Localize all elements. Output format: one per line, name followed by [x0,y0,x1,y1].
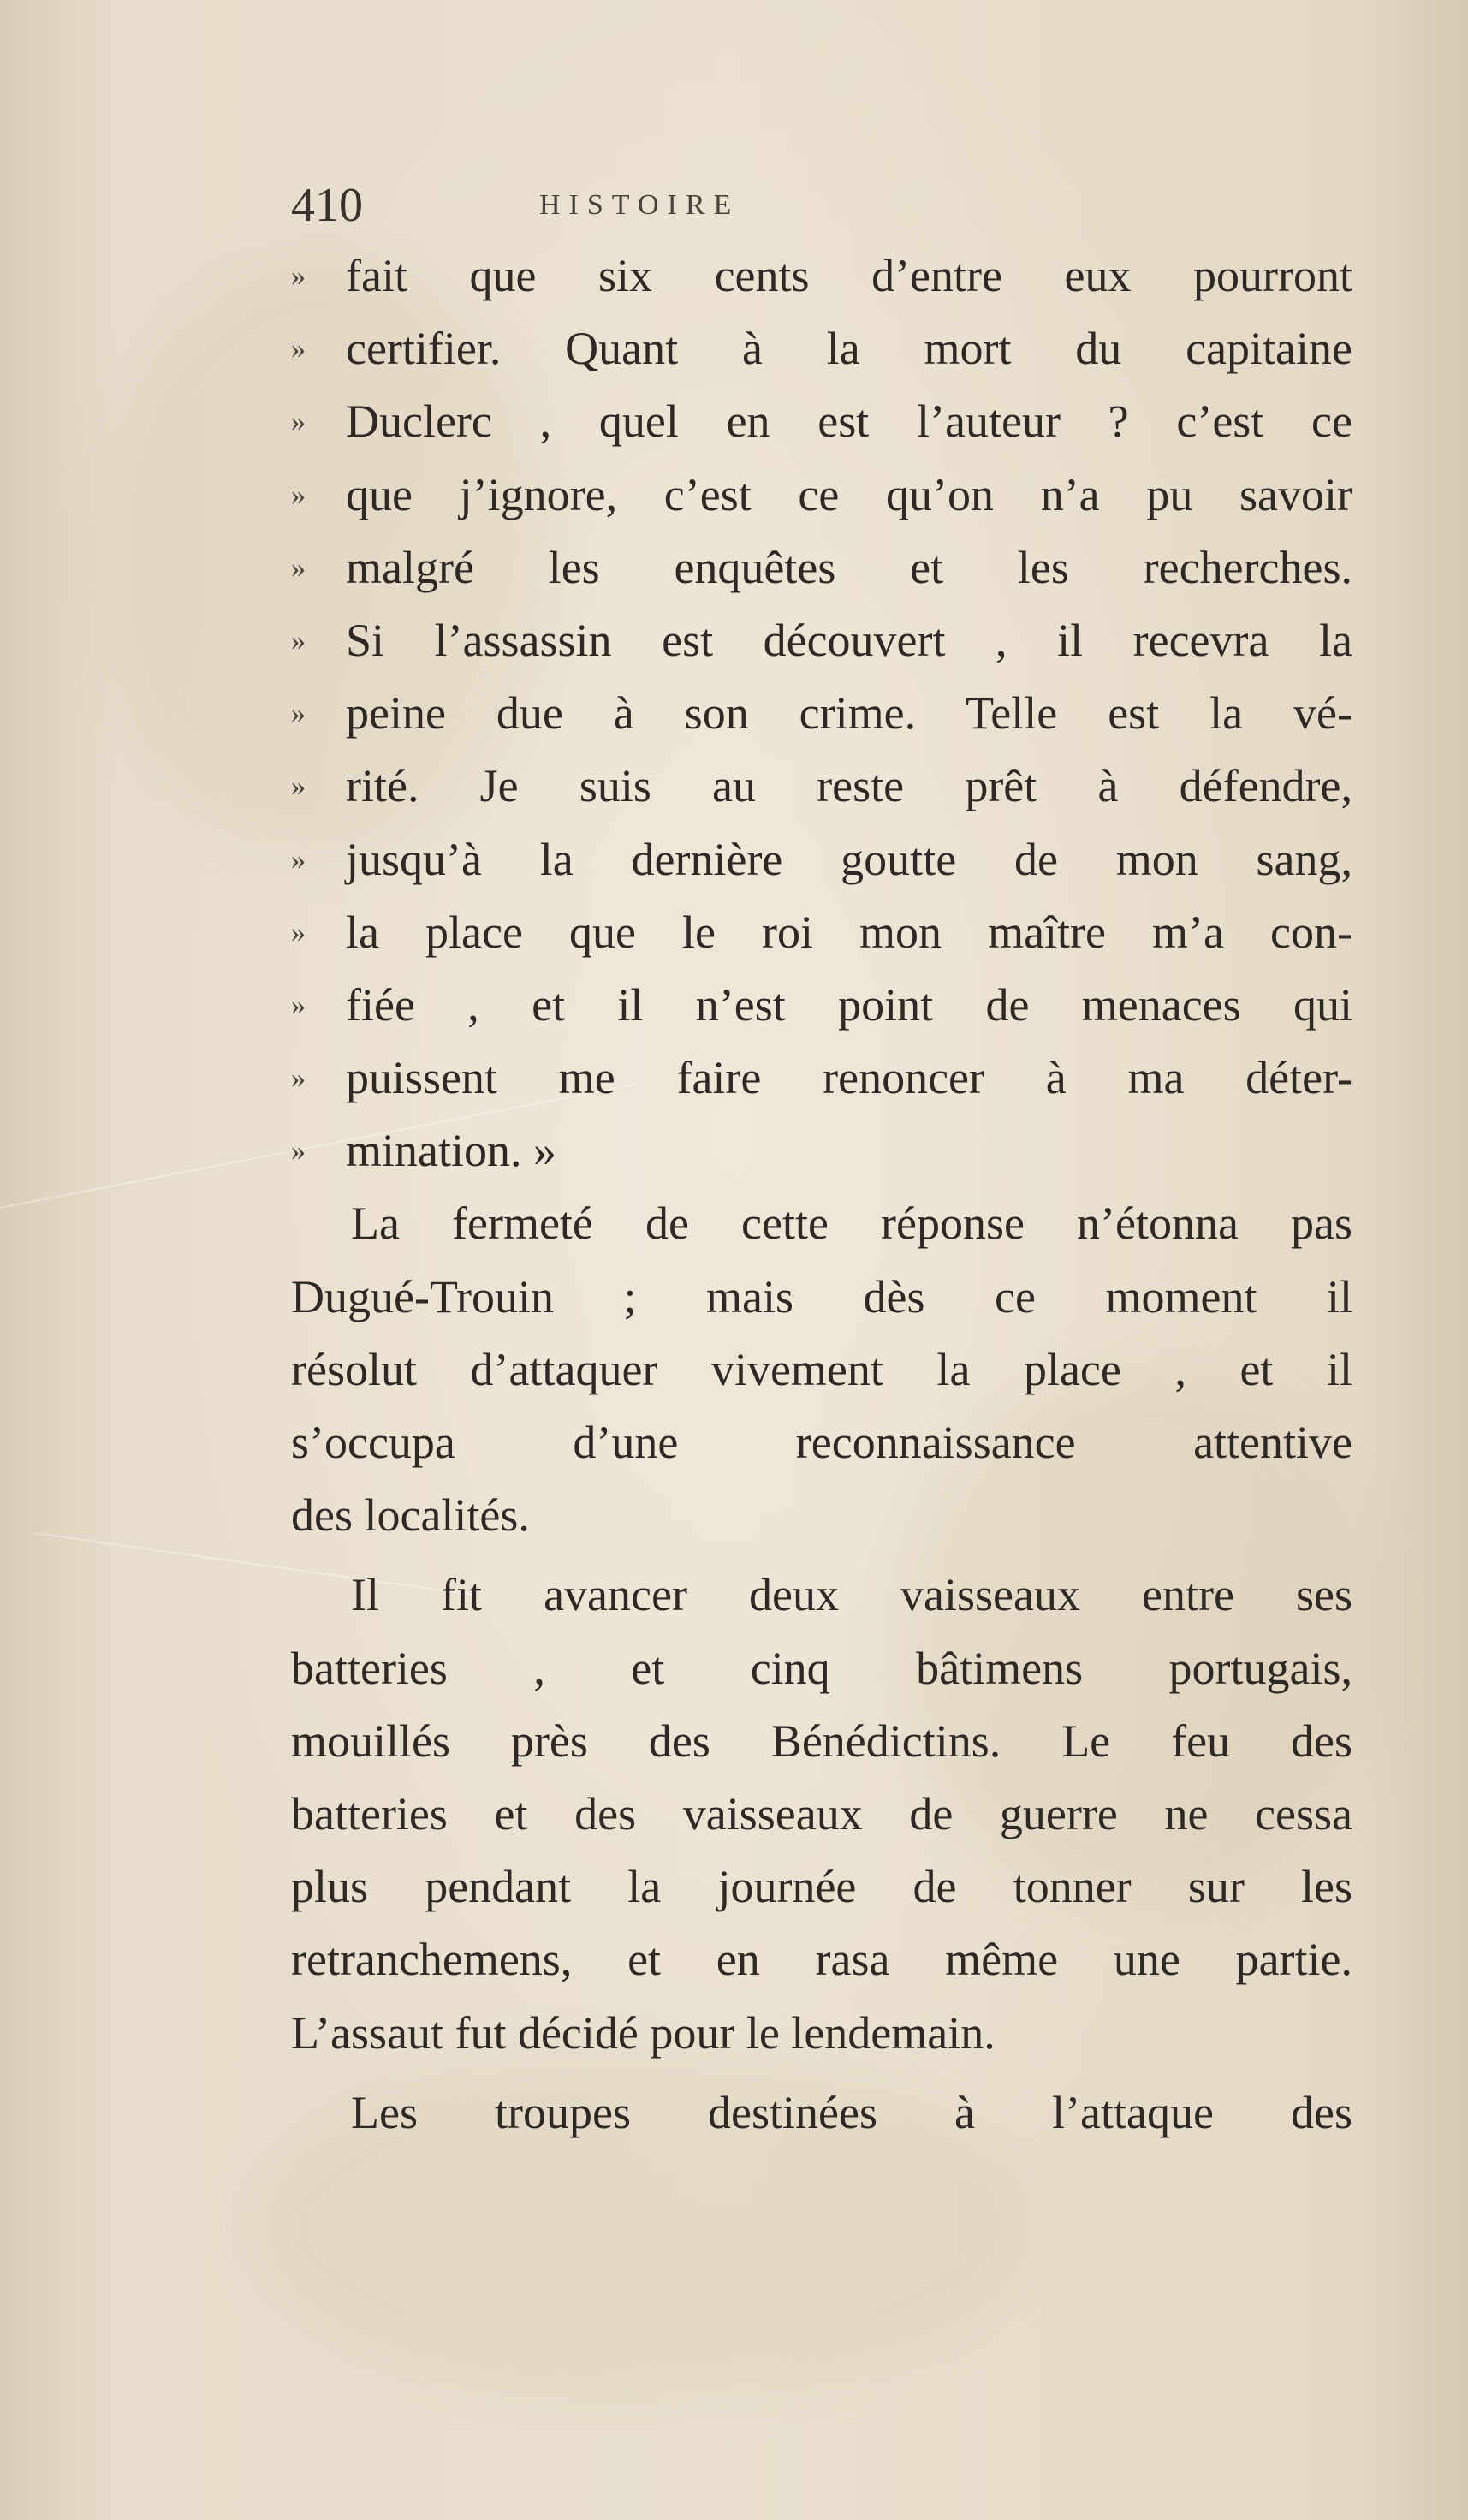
text-line: » certifier. Quant à la mort du capitaine [291,312,1352,385]
page-header [291,171,1318,240]
text-line: » rité. Je suis au reste prêt à défendre, [291,750,1352,823]
text-line: » fait que six cents d’entre eux pourront [291,240,1352,312]
text-line: » mination. » [291,1114,1352,1187]
text-line: » peine due à son crime. Telle est la vé- [291,677,1352,750]
text-line: » Si l’assassin est découvert , il recevra la [291,604,1352,677]
text-line: plus pendant la journée de tonner sur les [291,1861,1352,1913]
text-line: batteries , et cinq bâtimens portugais, [291,1642,1352,1694]
text-line: mouillés près des Bénédictins. Le feu des [291,1715,1352,1767]
text-line: » fiée , et il n’est point de menaces qui [291,969,1352,1042]
text-line: Dugué-Trouin ; mais dès ce moment il [291,1270,1352,1322]
paragraph-first-line: La fermeté de cette réponse n’étonna pas [351,1198,1352,1250]
text-line: » puissent me faire renoncer à ma déter- [291,1042,1352,1114]
text-line: » que j’ignore, c’est ce qu’on n’a pu savoir [291,459,1352,532]
body-text [291,240,1352,2149]
text-line: batteries et des vaisseaux de guerre ne cessa [291,1787,1352,1839]
text-line: » malgré les enquêtes et les recherches. [291,532,1352,604]
paragraph-first-line: Il fit avancer deux vaisseaux entre ses [351,1569,1352,1621]
text-line: » la place que le roi mon maître m’a con- [291,896,1352,969]
text-line: s’occupa d’une reconnaissance attentive [291,1417,1352,1468]
text-line: » jusqu’à la dernière goutte de mon sang, [291,823,1352,896]
paragraph-first-line: Les troupes destinées à l’attaque des [351,2086,1352,2138]
text-line: des localités. [291,1489,530,1542]
text-line: retranchemens, et en rasa même une partie. [291,1934,1352,1986]
page-number: 410 [291,179,363,232]
text-line: résolut d’attaquer vivement la place , et il [291,1343,1352,1395]
text-line: L’assaut fut décidé pour le lendemain. [291,2006,996,2059]
text-line: » Duclerc , quel en est l’auteur ? c’est ce [291,385,1352,458]
running-head: HISTOIRE [539,189,740,221]
